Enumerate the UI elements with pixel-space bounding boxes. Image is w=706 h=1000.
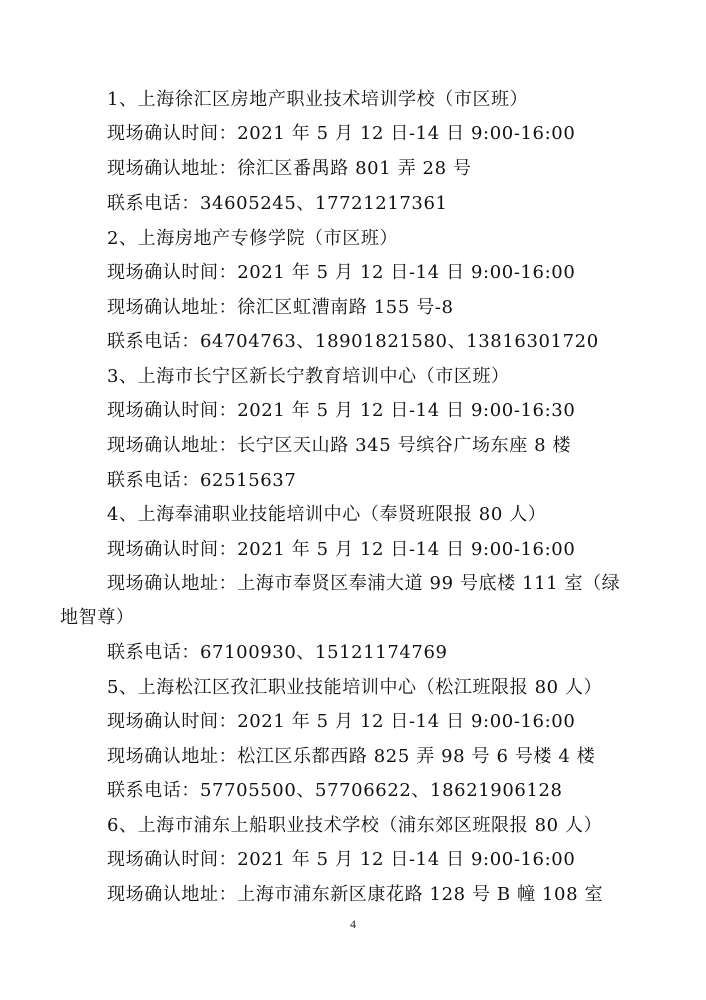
entry-4-heading: 4、上海奉浦职业技能培训中心（奉贤班限报 80 人） [107, 504, 547, 525]
page-number: 4 [350, 917, 356, 931]
entry-4-address-line2: 地智尊） [60, 607, 135, 628]
entry-4-phone: 联系电话：67100930、15121174769 [107, 642, 448, 663]
entry-3-heading: 3、上海市长宁区新长宁教育培训中心（市区班） [107, 366, 510, 387]
entry-1-heading: 1、上海徐汇区房地产职业技术培训学校（市区班） [107, 89, 529, 110]
entry-6-address: 现场确认地址：上海市浦东新区康花路 128 号 B 幢 108 室 [107, 884, 604, 905]
entry-5-time: 现场确认时间：2021 年 5 月 12 日-14 日 9:00-16:00 [107, 711, 576, 732]
entry-6-time: 现场确认时间：2021 年 5 月 12 日-14 日 9:00-16:00 [107, 849, 576, 870]
entry-3-address: 现场确认地址：长宁区天山路 345 号缤谷广场东座 8 楼 [107, 435, 572, 456]
entry-3-time: 现场确认时间：2021 年 5 月 12 日-14 日 9:00-16:30 [107, 400, 576, 421]
entry-3-phone: 联系电话：62515637 [107, 470, 297, 491]
entry-1-time: 现场确认时间：2021 年 5 月 12 日-14 日 9:00-16:00 [107, 123, 576, 144]
entry-2-phone: 联系电话：64704763、18901821580、13816301720 [107, 331, 599, 352]
entry-2-heading: 2、上海房地产专修学院（市区班） [107, 228, 399, 249]
entry-2-address: 现场确认地址：徐汇区虹漕南路 155 号-8 [107, 297, 454, 318]
entry-5-phone: 联系电话：57705500、57706622、18621906128 [107, 780, 563, 801]
entry-1-phone: 联系电话：34605245、17721217361 [107, 193, 448, 214]
entry-6-heading: 6、上海市浦东上船职业技术学校（浦东郊区班限报 80 人） [107, 815, 603, 836]
entry-5-heading: 5、上海松江区孜汇职业技能培训中心（松江班限报 80 人） [107, 677, 603, 698]
entry-5-address: 现场确认地址：松江区乐都西路 825 弄 98 号 6 号楼 4 楼 [107, 746, 596, 767]
entry-1-address: 现场确认地址：徐汇区番禺路 801 弄 28 号 [107, 158, 472, 179]
entry-4-address-line1: 现场确认地址：上海市奉贤区奉浦大道 99 号底楼 111 室（绿 [107, 573, 621, 594]
entry-4-time: 现场确认时间：2021 年 5 月 12 日-14 日 9:00-16:00 [107, 539, 576, 560]
entry-2-time: 现场确认时间：2021 年 5 月 12 日-14 日 9:00-16:00 [107, 262, 576, 283]
